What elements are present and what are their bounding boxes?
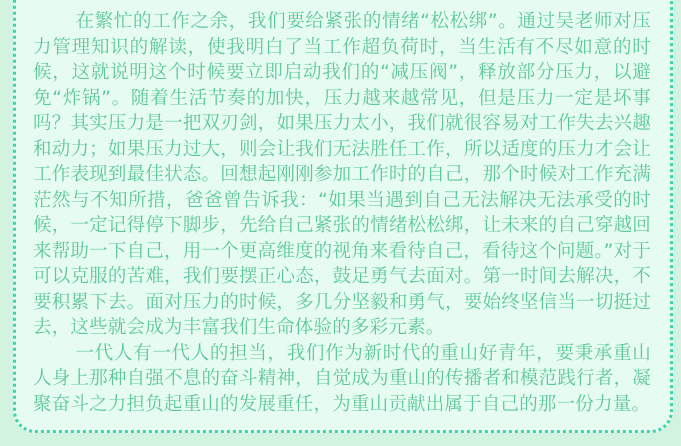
- paragraph-generation-responsibility: 一代人有一代人的担当，我们作为新时代的重山好青年，要秉承重山人身上那种自强不息的奋斗精神，自觉成为重山的传播者和模范践行者，凝聚奋斗之力担负起重山的发展重任，为重山贡献出属于自己的那一份力量。: [33, 342, 651, 415]
- content-card: [13, 0, 673, 433]
- paragraph-stress-management: 在繁忙的工作之余，我们要给紧张的情绪“松松绑”。通过吴老师对压力管理知识的解读，使我明白了当工作超负荷时，当生活有不尽如意的时候，这就说明这个时候要立即启动我们的“减压阀”，释放部分压力，以避免“炸锅”。随着生活节奏的加快，压力越来越常见，但是压力一定是坏事吗？其实压力是一把双刃剑，如果压力太小，我们就很容易对工作失去兴趣和动力；如果压力过大，则会让我们无法胜任工作，所以适度的压力才会让工作表现到最佳状态。回想起刚刚参加工作时的自己，那个时候对工作充满茫然与不知所措，爸爸曾告诉我：“如果当遇到自己无法解决无法承受的时候，一定记得停下脚步，先给自己紧张的情绪松松绑，让未来的自己穿越回来帮助一下自己，用一个更高维度的视角来看待自己，看待这个问题。”对于可以克服的苦难，我们要摆正心态，鼓足勇气去面对。第一时间去解决，不要积累下去。面对压力的时候，多几分坚毅和勇气，要始终坚信当一切挺过去，这些就会成为丰富我们生命体验的多彩元素。: [33, 11, 651, 338]
- essay-text: [33, 9, 651, 417]
